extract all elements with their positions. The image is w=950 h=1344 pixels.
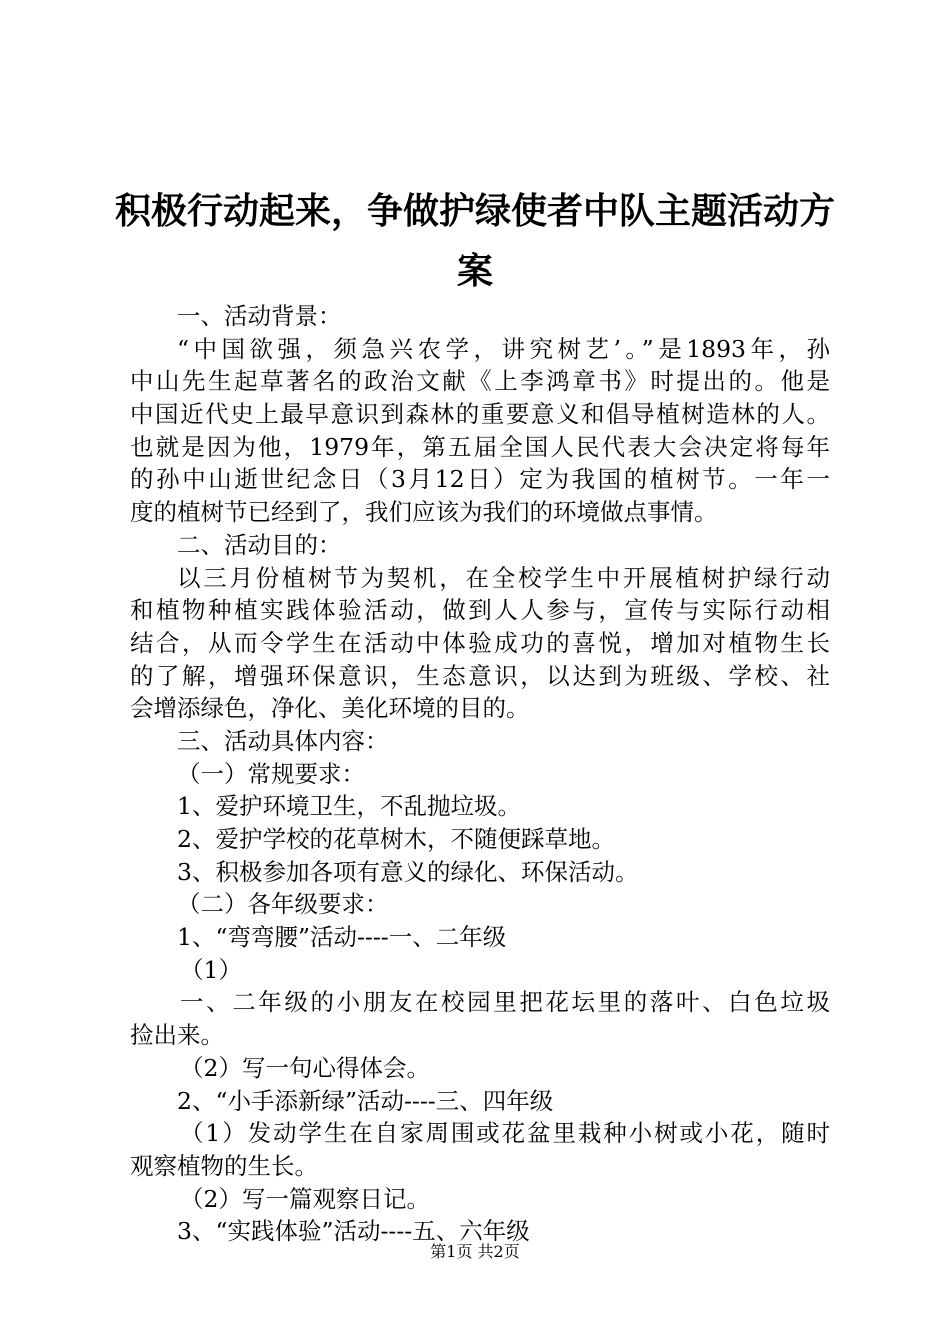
paragraph-line: 捡出来。 — [130, 1021, 224, 1050]
list-item: 1、“弯弯腰”活动----一、二年级 — [177, 923, 507, 952]
document-body — [130, 300, 830, 1248]
section-heading-content: 三、活动具体内容： — [177, 726, 389, 755]
paragraph-line: 一、二年级的小朋友在校园里把花坛里的落叶、白色垃圾 — [180, 988, 830, 1017]
list-item: （1） — [180, 955, 242, 984]
paragraph-line: 结合，从而令学生在活动中体验成功的喜悦，增加对植物生长 — [130, 628, 830, 657]
paragraph-line: 中山先生起草著名的政治文献《上李鸿章书》时提出的。他是 — [130, 367, 830, 396]
paragraph-line: “中国欲强，须急兴农学，讲究树艺’。”是1893年，孙 — [177, 334, 830, 363]
list-item: （2）写一句心得体会。 — [180, 1053, 430, 1082]
paragraph-line: 也就是因为他，1979年，第五届全国人民代表大会决定将每年 — [130, 432, 830, 461]
section-heading-background: 一、活动背景： — [177, 302, 342, 330]
paragraph-line: 中国近代史上最早意识到森林的重要意义和倡导植树造林的人。 — [130, 400, 830, 429]
paragraph-line: 的了解，增强环保意识，生态意识，以达到为班级、学校、社 — [130, 661, 830, 690]
paragraph-line: （1）发动学生在自家周围或花盆里栽种小树或小花，随时 — [180, 1119, 830, 1148]
list-item: 2、“小手添新绿”活动----三、四年级 — [177, 1086, 554, 1115]
document-title-line-2: 案 — [456, 251, 493, 292]
paragraph-line: 会增添绿色，净化、美化环境的目的。 — [130, 694, 530, 723]
paragraph-line: 的孙中山逝世纪念日（3月12日）定为我国的植树节。一年一 — [130, 465, 830, 494]
list-item: 3、“实践体验”活动----五、六年级 — [177, 1217, 530, 1246]
list-item: 3、积极参加各项有意义的绿化、环保活动。 — [177, 857, 639, 886]
page-footer: 第1页 共2页 — [430, 1242, 520, 1261]
list-item: 1、爱护环境卫生，不乱抛垃圾。 — [177, 792, 521, 821]
list-item: （2）写一篇观察日记。 — [180, 1184, 430, 1213]
paragraph-line: 度的植树节已经到了，我们应该为我们的环境做点事情。 — [130, 498, 718, 527]
paragraph-line: 和植物种植实践体验活动，做到人人参与，宣传与实际行动相 — [130, 596, 830, 625]
section-heading-purpose: 二、活动目的： — [177, 530, 342, 559]
subsection-heading: （二）各年级要求： — [177, 890, 389, 919]
subsection-heading: （一）常规要求： — [177, 759, 365, 788]
paragraph-line: 以三月份植树节为契机，在全校学生中开展植树护绿行动 — [177, 563, 830, 592]
paragraph-line: 观察植物的生长。 — [130, 1151, 318, 1180]
document-title-line-1: 积极行动起来，争做护绿使者中队主题活动方 — [114, 191, 835, 232]
list-item: 2、爱护学校的花草树木，不随便踩草地。 — [177, 825, 615, 853]
